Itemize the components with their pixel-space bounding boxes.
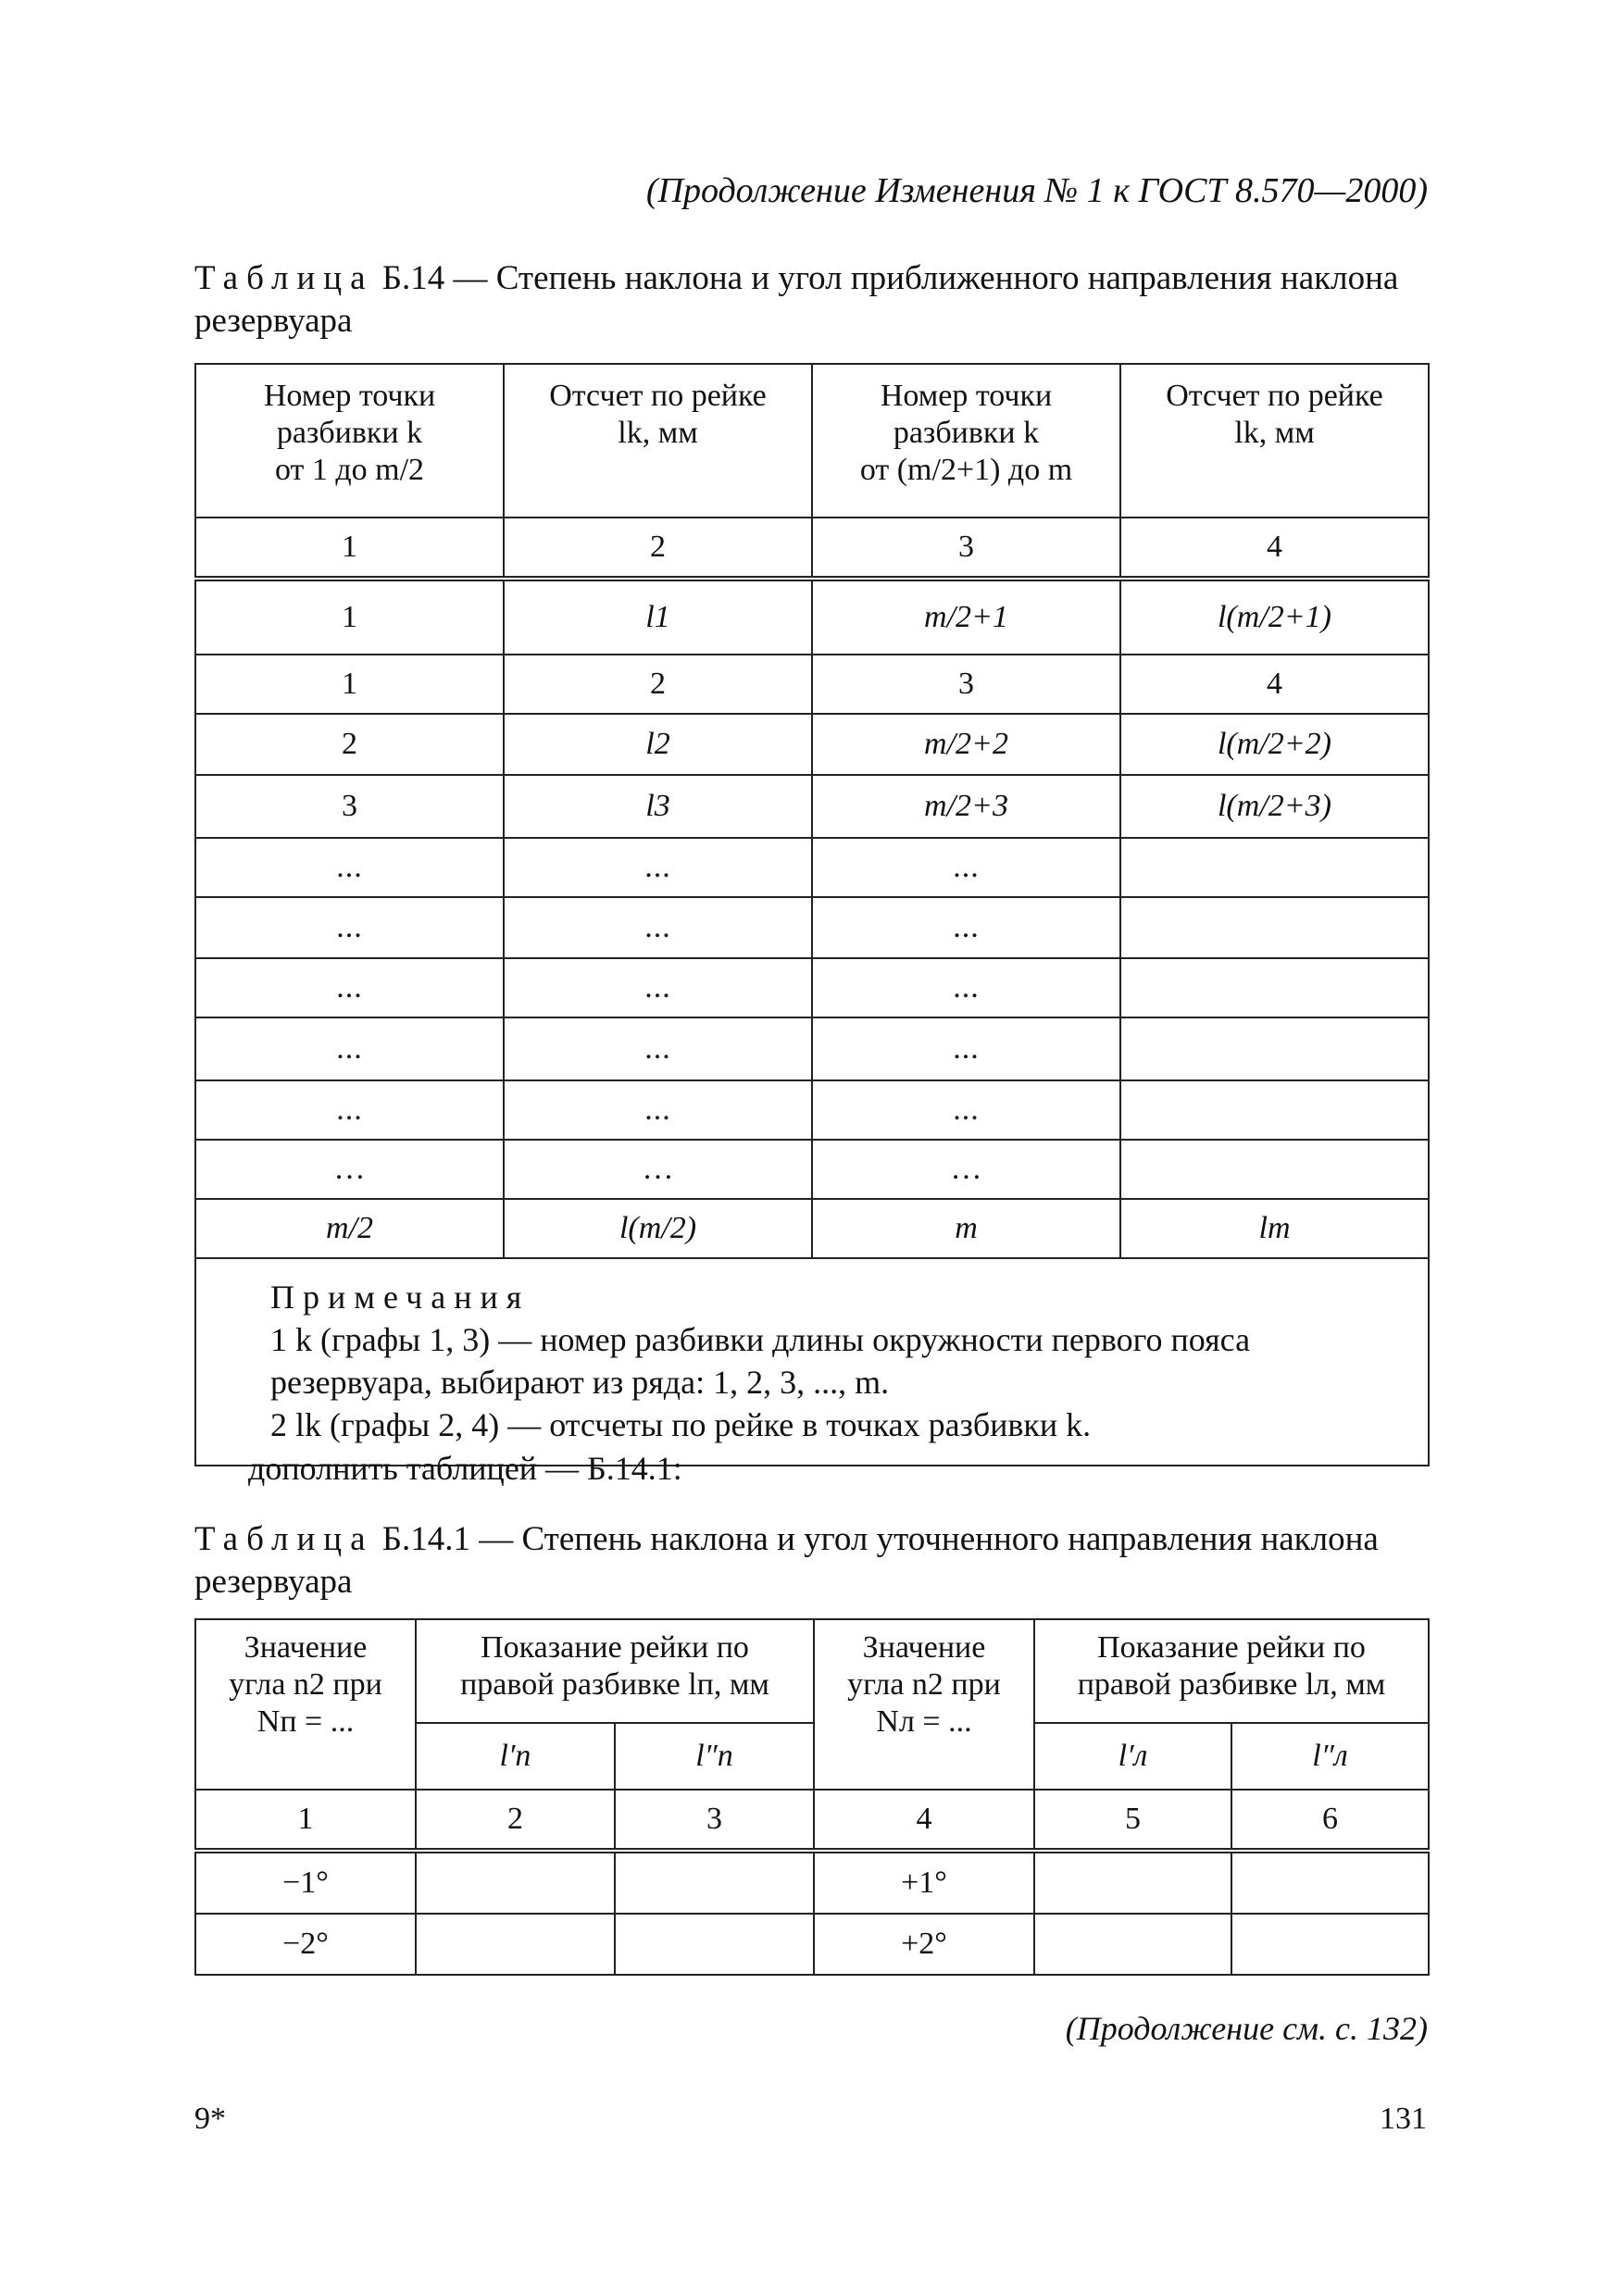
- running-header: (Продолжение Изменения № 1 к ГОСТ 8.570—2000): [645, 171, 1428, 210]
- table1-header-cell: Отсчет по рейке lk, мм: [504, 364, 812, 518]
- table-b14-1: [194, 1618, 1430, 1976]
- table1-header-cell: Отсчет по рейке lk, мм: [1120, 364, 1429, 518]
- table1-header-row: [195, 364, 1429, 518]
- signature-mark: 9*: [194, 2102, 226, 2136]
- note-2: 2 lk (графы 2, 4) — отсчеты по рейке в точках разбивки k.: [270, 1406, 1092, 1443]
- table2-header-row: [195, 1619, 1429, 1723]
- table2-header-cell: Значение угла n2 при Nл = ...: [814, 1619, 1034, 1790]
- note-1: 1 k (графы 1, 3) — номер разбивки длины окружности первого пояса резервуара, выбирают из ряда: 1, 2, 3, ..., m.: [270, 1321, 1251, 1401]
- table-row: ... ... ...: [195, 1017, 1429, 1080]
- table2-header-cell: Показание рейки по правой разбивке lп, мм: [416, 1619, 814, 1723]
- table-row: 1 l1 m/2+1 l(m/2+1): [195, 579, 1429, 655]
- table1-caption: Таблица Б.14 — Степень наклона и угол приближенного направления наклона резервуара: [194, 259, 1399, 340]
- table-row: m/2 l(m/2) m lm: [195, 1199, 1429, 1258]
- notes-title: Примечания: [270, 1279, 531, 1316]
- table2-header-cell: Значение угла n2 при Nп = ...: [195, 1619, 416, 1790]
- table-row: 1 2 3 4: [195, 655, 1429, 714]
- table1-notes: [195, 1258, 1429, 1466]
- table-row: ... ... ...: [195, 897, 1429, 958]
- table2-column-numbers: 1 2 3 4 5 6: [195, 1790, 1429, 1851]
- table1-column-numbers: 1 2 3 4: [195, 518, 1429, 579]
- page-number: 131: [1380, 2102, 1427, 2136]
- table-row: ... ... ...: [195, 958, 1429, 1017]
- table2-header-cell: Показание рейки по правой разбивке lл, мм: [1034, 1619, 1429, 1723]
- amendment-text: дополнить таблицей — Б.14.1:: [248, 1450, 682, 1487]
- continuation-note: (Продолжение см. с. 132): [1065, 2010, 1428, 2047]
- table-row: … … …: [195, 1140, 1429, 1199]
- table1-header-cell: Номер точки разбивки k от (m/2+1) до m: [812, 364, 1120, 518]
- table2-caption: Таблица Б.14.1 — Степень наклона и угол уточненного направления наклона резервуара: [194, 1520, 1379, 1601]
- table-row: 3 l3 m/2+3 l(m/2+3): [195, 775, 1429, 838]
- table-b14: [194, 363, 1430, 1466]
- table2-subheader-row: l′п l″п l′л l″л: [195, 1723, 1429, 1790]
- table1-header-cell: Номер точки разбивки k от 1 до m/2: [195, 364, 504, 518]
- table-row: −2° +2°: [195, 1914, 1429, 1975]
- table-row: 2 l2 m/2+2 l(m/2+2): [195, 714, 1429, 775]
- table-row: ... ... ...: [195, 838, 1429, 897]
- table-row: −1° +1°: [195, 1851, 1429, 1914]
- table-row: ... ... ...: [195, 1080, 1429, 1140]
